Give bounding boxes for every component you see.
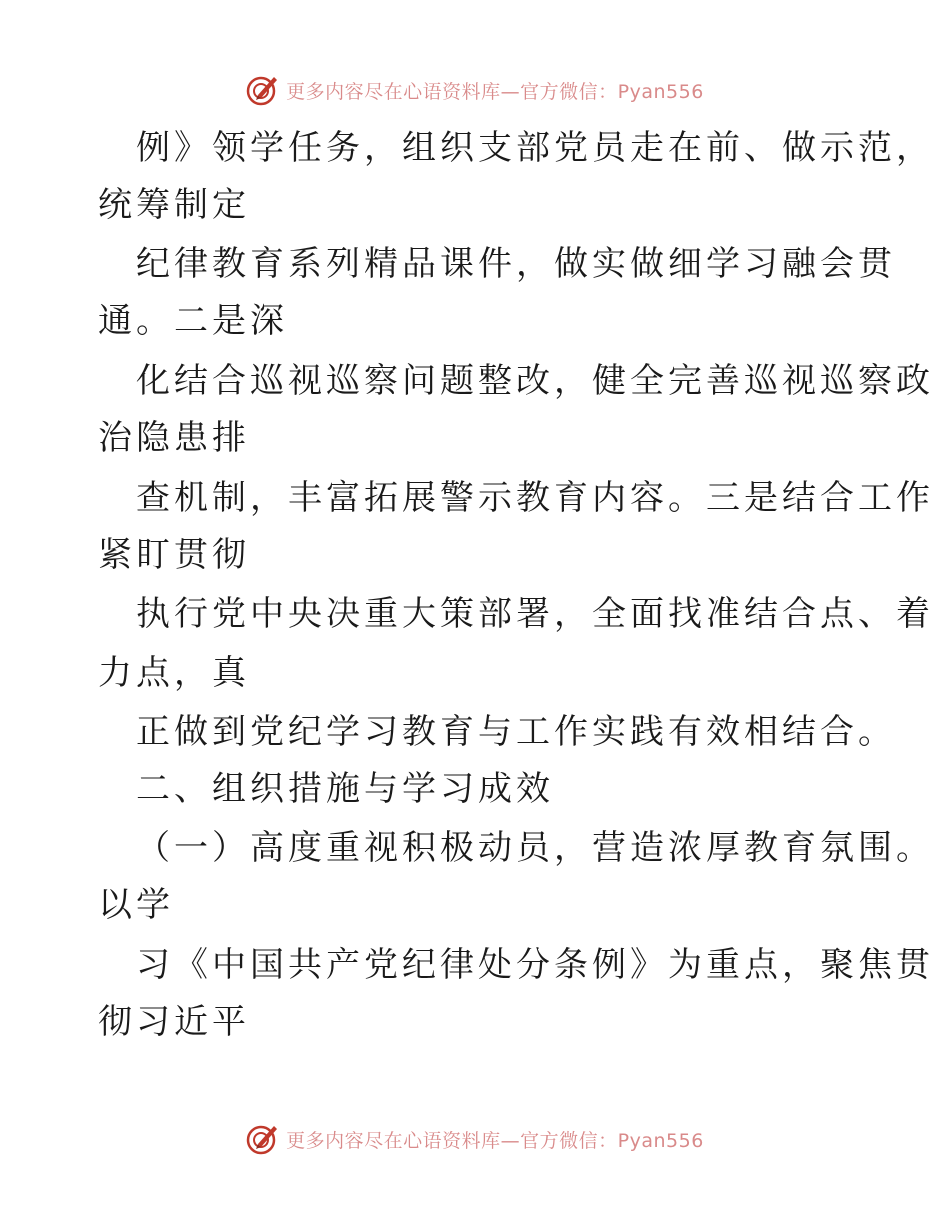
watermark-text: 更多内容尽在心语资料库—官方微信：Pyan556: [286, 1129, 704, 1152]
text-line: 治隐患排: [98, 418, 250, 458]
text-line: 统筹制定: [98, 185, 250, 225]
text-line: 力点，真: [98, 653, 250, 693]
text-line: 习《中国共产党纪律处分条例》为重点，聚焦贯: [136, 945, 934, 985]
section-heading: 二、组织措施与学习成效: [136, 769, 554, 809]
pen-logo-icon: [246, 1122, 280, 1156]
text-line: 例》领学任务，组织支部党员走在前、做示范，: [136, 128, 934, 168]
text-line: 查机制，丰富拓展警示教育内容。三是结合工作: [136, 478, 934, 518]
header-watermark: [0, 70, 950, 110]
watermark-text: 更多内容尽在心语资料库—官方微信：Pyan556: [286, 80, 704, 103]
footer-watermark: [0, 1119, 950, 1159]
text-line: 执行党中央决重大策部署，全面找准结合点、着: [136, 594, 934, 634]
text-line: 化结合巡视巡察问题整改，健全完善巡视巡察政: [136, 361, 934, 401]
text-line: 通。二是深: [98, 301, 288, 341]
text-line: 正做到党纪学习教育与工作实践有效相结合。: [136, 712, 896, 752]
text-line: 彻习近平: [98, 1002, 250, 1042]
text-line: 紧盯贯彻: [98, 535, 250, 575]
text-line: 纪律教育系列精品课件，做实做细学习融会贯: [136, 244, 896, 284]
text-line: 以学: [98, 885, 174, 925]
text-line: （一）高度重视积极动员，营造浓厚教育氛围。: [136, 828, 934, 868]
pen-logo-icon: [246, 73, 280, 107]
